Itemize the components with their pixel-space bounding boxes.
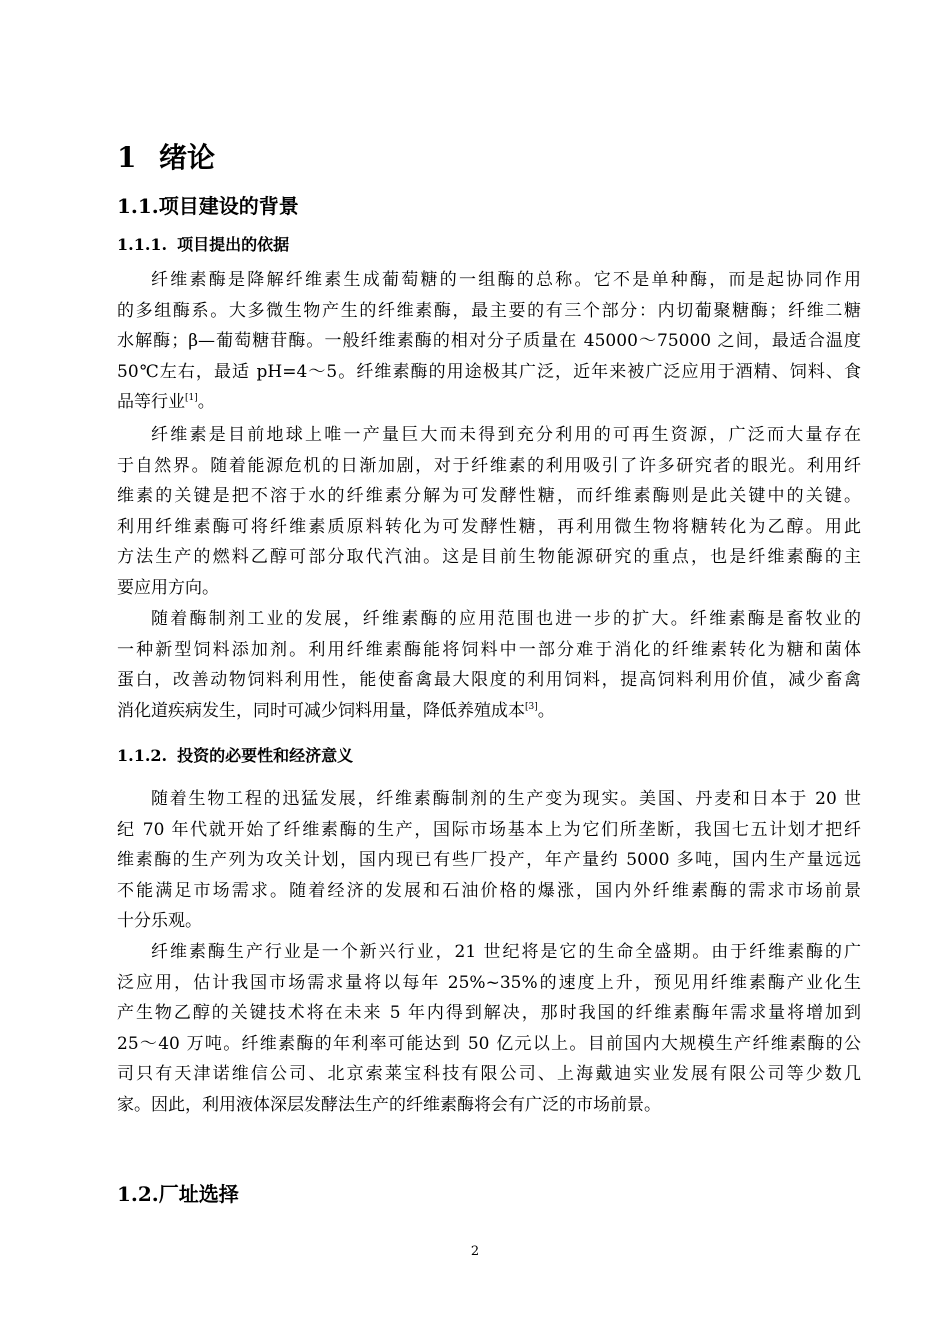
paragraph-development — [117, 784, 861, 937]
subsection-title: 项目提出的依据 — [177, 235, 290, 254]
paragraph-text: 。 — [537, 700, 555, 721]
paragraph-text: 品等行业 — [117, 392, 185, 412]
citation-ref: [3] — [525, 701, 538, 712]
citation-ref: [1] — [185, 393, 198, 403]
paragraph-line: 家。因此，利用液体深层发酵法生产的纤维素酶将会有广泛的市场前景。 — [117, 1094, 661, 1115]
paragraph-line: 于自然界。随着能源危机的日渐加剧，对于纤维素的利用吸引了许多研究者的眼光。利用纤 — [117, 455, 861, 476]
page-number: 2 — [470, 1244, 480, 1259]
chapter-title: 绪论 — [159, 141, 216, 174]
chapter-number: 1 — [117, 141, 137, 174]
chapter-heading — [117, 140, 215, 176]
paragraph-line: 纤维素酶是降解纤维素生成葡萄糖的一组酶的总称。它不是单种酶，而是起协同作用 — [151, 270, 861, 290]
paragraph-line: 方法生产的燃料乙醇可部分取代汽油。这是目前生物能源研究的重点，也是纤维素酶的主 — [117, 547, 861, 567]
paragraph-line: 司只有天津诺维信公司、北京索莱宝科技有限公司、上海戴迪实业发展有限公司等少数几 — [117, 1064, 861, 1084]
paragraph-line: 泛应用，估计我国市场需求量将以每年 25%~35%的速度上升，预见用纤维素酶产业化生 — [117, 972, 861, 993]
paragraph-line: 蛋白，改善动物饲料利用性，能使畜禽最大限度的利用饲料，提高饲料利用价值，减少畜禽 — [117, 670, 861, 690]
paragraph-line: 的多组酶系。大多微生物产生的纤维素酶，最主要的有三个部分：内切葡聚糖酶；纤维二糖 — [117, 300, 861, 321]
paragraph-line: 50℃左右，最适 pH=4～5。纤维素酶的用途极其广泛，近年来被广泛应用于酒精、饲料、食 — [117, 361, 861, 382]
paragraph-line: 利用纤维素酶可将纤维素质原料转化为可发酵性糖，再利用微生物将糖转化为乙醇。用此 — [117, 516, 861, 537]
paragraph-line: 纪 70 年代就开始了纤维素酶的生产，国际市场基本上为它们所垄断，我国七五计划才把纤 — [117, 819, 861, 840]
paragraph-enzyme-definition — [117, 265, 861, 418]
paragraph-line: 纤维素是目前地球上唯一产量巨大而未得到充分利用的可再生资源，广泛而大量存在 — [151, 425, 861, 445]
paragraph-line: 随着生物工程的迅猛发展，纤维素酶制剂的生产变为现实。美国、丹麦和日本于 20 世 — [151, 789, 861, 809]
paragraph-line — [117, 387, 861, 418]
paragraph-line: 25～40 万吨。纤维素酶的年利率可能达到 50 亿元以上。目前国内大规模生产纤维素酶的公 — [117, 1033, 861, 1054]
paragraph-line: 维素的关键是把不溶于水的纤维素分解为可发酵性糖，而纤维素酶则是此关键中的关键。 — [117, 486, 861, 506]
subsection-title: 投资的必要性和经济意义 — [177, 746, 354, 765]
paragraph-line: 一种新型饲料添加剂。利用纤维素酶能将饲料中一部分难于消化的纤维素转化为糖和菌体 — [117, 639, 861, 660]
subsection-number: 1.1.2. — [117, 746, 168, 765]
paragraph-cellulose-resource — [117, 420, 861, 603]
paragraph-line: 要应用方向。 — [117, 577, 219, 598]
subsection-heading-1-1-2 — [117, 744, 353, 768]
paragraph-line: 十分乐观。 — [117, 911, 202, 931]
paragraph-line: 不能满足市场需求。随着经济的发展和石油价格的爆涨，国内外纤维素酶的需求市场前景 — [117, 880, 861, 901]
paragraph-line: 产生物乙醇的关键技术将在未来 5 年内得到解决，那时我国的纤维素酶年需求量将增加到 — [117, 1003, 861, 1023]
paragraph-market-outlook — [117, 937, 861, 1120]
paragraph-line — [117, 696, 861, 727]
section-heading-1-1: 1.1.项目建设的背景 — [117, 194, 299, 218]
paragraph-line: 维素酶的生产列为攻关计划，国内现已有些厂投产，年产量约 5000 多吨，国内生产量远远 — [117, 850, 861, 870]
paragraph-line: 水解酶；β—葡萄糖苷酶。一般纤维素酶的相对分子质量在 45000～75000 之间，最适合温度 — [117, 331, 861, 351]
paragraph-text: 消化道疾病发生，同时可减少饲料用量，降低养殖成本 — [117, 700, 525, 721]
subsection-number: 1.1.1. — [117, 235, 168, 254]
section-heading-1-2: 1.2.厂址选择 — [117, 1182, 239, 1206]
paragraph-feed-additive — [117, 604, 861, 726]
paragraph-line: 纤维素酶生产行业是一个新兴行业，21 世纪将是它的生命全盛期。由于纤维素酶的广 — [151, 942, 861, 962]
subsection-heading-1-1-1 — [117, 233, 289, 257]
paragraph-line: 随着酶制剂工业的发展，纤维素酶的应用范围也进一步的扩大。纤维素酶是畜牧业的 — [151, 609, 861, 629]
paragraph-text: 。 — [197, 392, 215, 412]
